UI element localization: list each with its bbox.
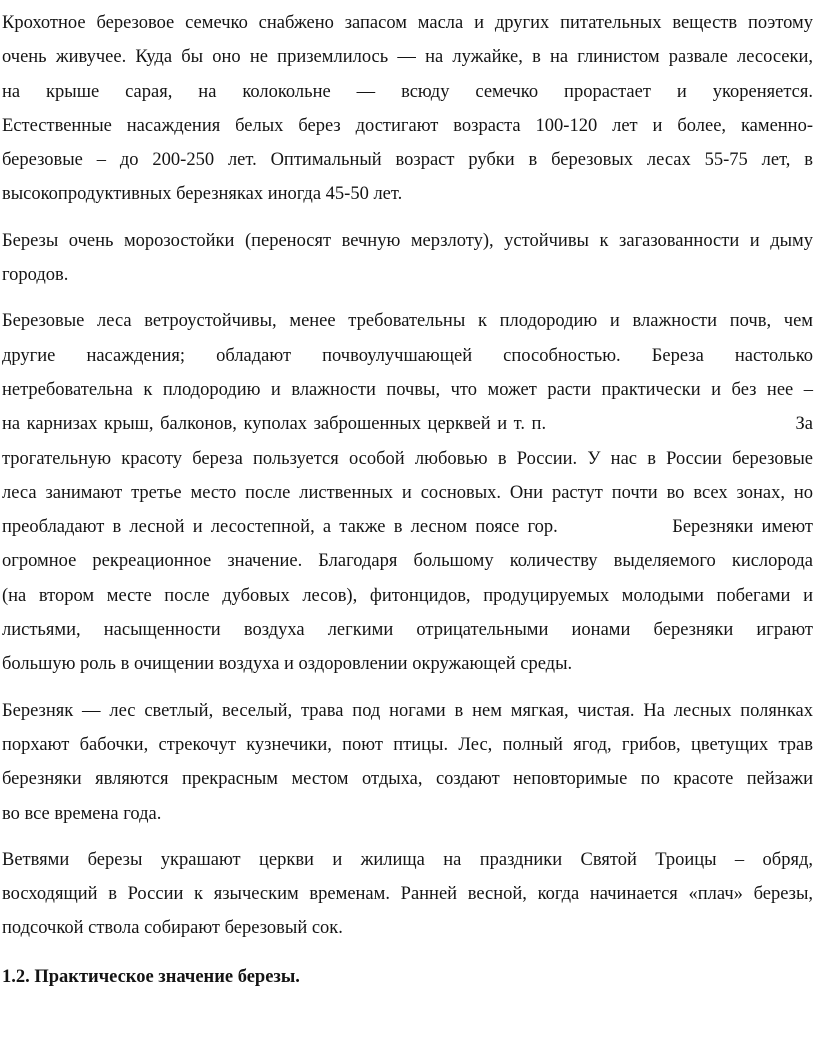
text-line: березняки являются прекрасным местом отдыха, создают неповторимые по красоте пейзажи	[2, 769, 813, 790]
text-line: леса занимают третье место после лиственных и сосновых. Они растут почти во всех зонах, но	[2, 482, 813, 503]
text-line: огромное рекреационное значение. Благодаря большому количеству выделяемого кислорода	[2, 551, 813, 572]
text-line: (на втором месте после дубовых лесов), фитонцидов, продуцируемых молодыми побегами и	[2, 585, 813, 606]
text-line: на крыше сарая, на колокольне — всюду семечко прорастает и укореняется.	[2, 81, 813, 102]
text-line: очень живучее. Куда бы оно не приземлилось — на лужайке, в на глинистом развале лесосеки,	[2, 47, 813, 68]
text-line: восходящий в России к языческим временам. Ранней весной, когда начинается «плач» березы,	[2, 884, 813, 905]
text-line: Березы очень морозостойки (переносят вечную мерзлоту), устойчивы к загазованности и дыму	[2, 230, 813, 251]
text-line: во все времена года.	[2, 803, 162, 824]
text-line: городов.	[2, 265, 69, 286]
text-line: другие насаждения; обладают почвоулучшающей способностью. Береза настолько	[2, 345, 813, 366]
text-line: высокопродуктивных березняках иногда 45-50 лет.	[2, 184, 403, 205]
text-line: Ветвями березы украшают церкви и жилища на праздники Святой Троицы – обряд,	[2, 849, 813, 870]
text-line: березовые – до 200-250 лет. Оптимальный возраст рубки в березовых лесах 55-75 лет, в	[2, 150, 813, 171]
text-line: подсочкой ствола собирают березовый сок.	[2, 918, 343, 939]
text-line: преобладают в лесной и лесостепной, а также в лесном поясе гор. Березняки имеют	[2, 517, 813, 538]
text-line: Березняк — лес светлый, веселый, трава под ногами в нем мягкая, чистая. На лесных полянках	[2, 700, 813, 721]
text-line: Крохотное березовое семечко снабжено запасом масла и других питательных веществ поэтому	[2, 13, 813, 33]
text-line: на карнизах крыш, балконов, куполах заброшенных церквей и т. п. За	[2, 414, 813, 435]
paragraph-seed-vitality	[2, 6, 813, 212]
paragraph-frost-resistance	[2, 224, 813, 293]
paragraph-wind-resistance	[2, 304, 813, 681]
section-heading: 1.2. Практическое значение березы.	[2, 966, 300, 987]
text-line: Березовые леса ветроустойчивы, менее требовательны к плодородию и влажности почв, чем	[2, 311, 813, 332]
paragraph-birch-grove	[2, 694, 813, 831]
paragraph-traditions	[2, 843, 813, 946]
text-line: большую роль в очищении воздуха и оздоровлении окружающей среды.	[2, 654, 573, 675]
text-line: листьями, насыщенности воздуха легкими отрицательными ионами березняки играют	[2, 620, 813, 641]
text-line: порхают бабочки, стрекочут кузнечики, поют птицы. Лес, полный ягод, грибов, цветущих трав	[2, 734, 813, 755]
text-line: трогательную красоту береза пользуется особой любовью в России. У нас в России березовые	[2, 448, 813, 469]
text-line: нетребовательна к плодородию и влажности почвы, что может расти практически и без нее –	[2, 379, 813, 400]
text-line: Естественные насаждения белых берез достигают возраста 100-120 лет и более, каменно-	[2, 115, 813, 136]
